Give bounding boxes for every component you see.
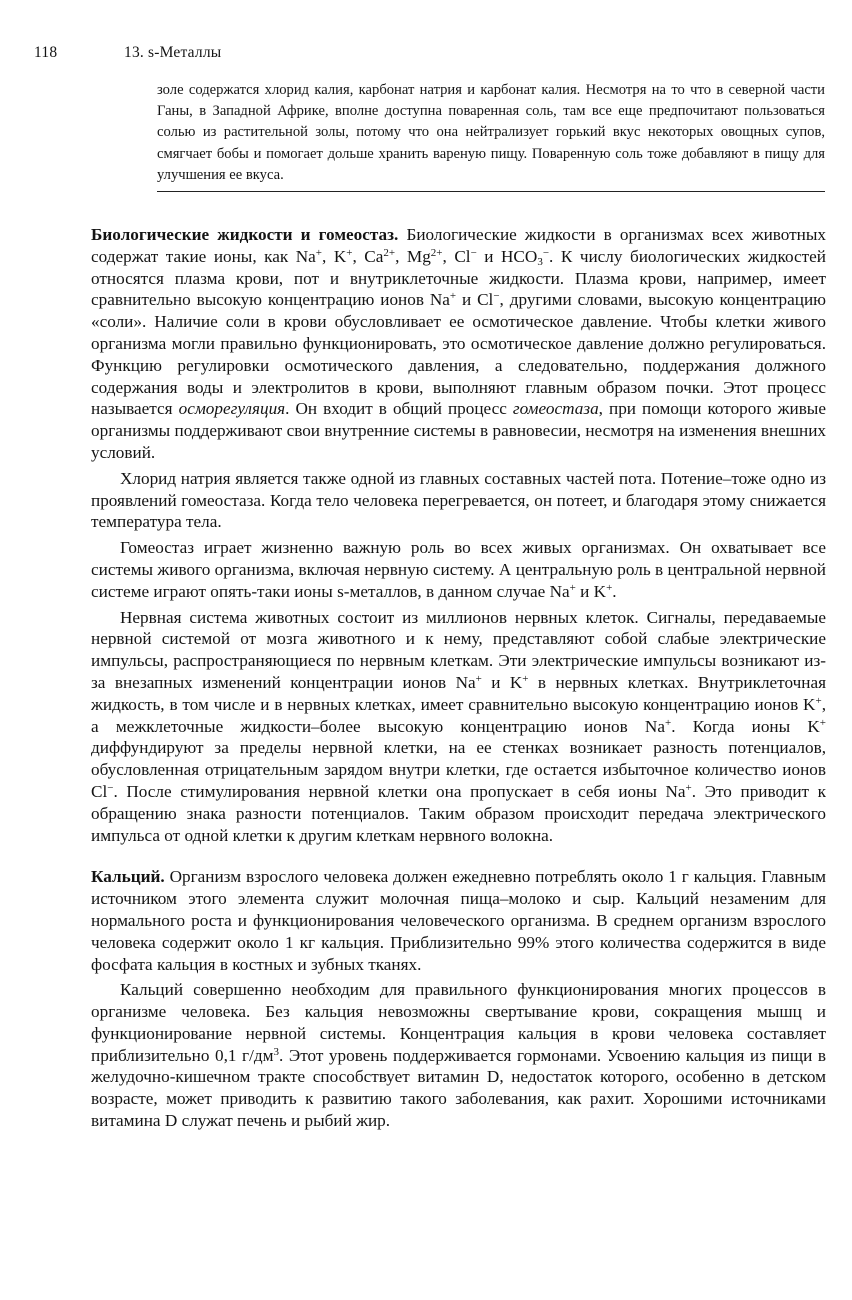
- text: и HCO: [476, 246, 538, 266]
- section-heading-biological-fluids: Биологические жидкости и гомеостаз.: [91, 225, 399, 244]
- ion-charge: +: [606, 581, 613, 594]
- section-heading-calcium: Кальций.: [91, 867, 165, 887]
- page-number: 118: [34, 44, 58, 61]
- text: . После стимулирования нервной клетки она пропускает в себя ионы Na: [113, 781, 686, 801]
- boxed-note: [157, 80, 825, 192]
- text: . Это приводит к обращению знака разности потенциалов. Таким образом происходит передача электрического импульса от одной клетки к другим клеткам нервного волокна.: [91, 781, 826, 845]
- paragraph-biological-fluids: [91, 224, 826, 464]
- ion-charge: +: [815, 694, 822, 707]
- text: , Mg: [395, 246, 431, 266]
- boxed-note-text: золе содержатся хлорид калия, карбонат натрия и карбонат калия. Несмотря на то что в северной части Ганы, в Западной Африке, вполне доступна поваренная соль, там все еще предпочитают пользоваться солью из растительной золы, потому что она нейтрализует горький вкус некоторых овощных супов, смягчает бобы и помогает дольше хранить вареную пищу. Поваренную соль тоже добавляют в пищу для улучшения ее вкуса.: [157, 82, 825, 183]
- ion-charge: −: [493, 290, 500, 303]
- ion-charge: +: [685, 781, 692, 794]
- text: , другими словами, высокую концентрацию «соли». Наличие соли в крови обусловливает ее осмотическое давление. Чтобы клетки живого организма могли правильно функционировать, это осмотическое давление должно регулироваться. Функцию регулировки осмотического давления, а следовательно, поддержания должного содержания воды и электролитов в крови, выполняют главным образом почки. Этот процесс называется: [91, 290, 826, 419]
- subscript: 3: [537, 255, 543, 268]
- text: Гомеостаз играет жизненно важную роль во всех живых организмах. Он охватывает все системы живого организма, включая нервную систему. А центральную роль в центральной нервной системе играют опять-таки ионы s-металлов, в данном случае Na: [91, 538, 826, 601]
- ion-charge: +: [346, 246, 353, 259]
- text: Нервная система животных состоит из миллионов нервных клеток. Сигналы, передаваемые нервной системой от мозга животного и к нему, представляют собой слабые электрические импульсы, распространяющиеся по нервным клеткам. Эти электрические импульсы возникают из-за внезапных изменений концентрации ионов Na: [91, 607, 826, 692]
- text: , K: [322, 246, 347, 266]
- text: Организм взрослого человека должен ежедневно потреблять около 1 г кальция. Главным источником этого элемента служит молочная пища–молоко и сыр. Кальций незаменим для нормального роста и функционирования человеческого организма. В среднем организм взрослого человека содержит около 1 кг кальция. Приблизительно 99% этого количества содержится в виде фосфата кальция в костных и зубных тканях.: [91, 867, 826, 974]
- ion-charge: +: [449, 290, 457, 303]
- text: . Он входит в общий процесс: [285, 399, 513, 419]
- text: диффундируют за пределы нервной клетки, на ее стенках возникает разность потенциалов, обусловленная отрицательным зарядом внутри клетки, где остается избыточное количество ионов Cl: [91, 738, 826, 801]
- ion-charge: +: [475, 672, 482, 685]
- term-homeostasis: гомеостаза: [512, 399, 599, 419]
- paragraph-sweat: Хлорид натрия является также одной из главных составных частей пота. Потение–тоже одно из проявлений гомеостаза. Когда тело человека перегревается, он потеет, и благодаря этому снижается температура тела.: [91, 468, 826, 532]
- paragraph-calcium-functions: [91, 979, 826, 1132]
- ion-charge: +: [664, 716, 672, 729]
- text: и Cl: [456, 290, 494, 310]
- paragraph-nervous-system: [91, 607, 826, 847]
- text: и K: [575, 581, 607, 601]
- text: в нервных клетках. Внутриклеточная жидкость, в том числе и в нервных клетках, имеет сравнительно высокую концентрацию ионов K: [91, 672, 826, 714]
- text: . Когда ионы K: [671, 716, 820, 736]
- ion-charge: 2+: [383, 246, 396, 259]
- text: Биологические жидкости в организмах всех животных содержат такие ионы, как Na: [91, 225, 827, 266]
- text: , при помощи которого живые организмы поддерживают свои внутренние системы в равновесии, несмотря на изменения внешних условий.: [91, 399, 826, 462]
- text: , Cl: [442, 246, 471, 266]
- text: Кальций совершенно необходим для правильного функционирования многих процессов в организме человека. Без кальция невозможны свертывание крови, сокращения мышц и функционирование нервной системы. Концентрация кальция в крови человека составляет приблизительно 0,1 г/дм: [91, 980, 826, 1065]
- text: , Ca: [352, 246, 384, 266]
- unit-exponent: 3: [273, 1045, 279, 1058]
- chapter-title: 13. s-Металлы: [124, 44, 222, 61]
- term-osmoregulation: осморегуляция: [178, 399, 286, 419]
- text: . Этот уровень поддерживается гормонами. Усвоению кальция из пищи в желудочно-кишечном тракте способствует витамин D, недостаток которого, особенно в детском возрасте, может приводить к развитию такого заболевания, как рахит. Хорошими источниками витамина D служат печень и рыбий жир.: [91, 1045, 826, 1131]
- ion-charge: +: [315, 246, 323, 259]
- ion-charge: +: [569, 581, 576, 594]
- paragraph-homeostasis: [91, 537, 826, 602]
- running-header: [34, 44, 221, 62]
- text: . К числу биологических жидкостей относятся плазма крови, пот и внутриклеточные жидкости. Плазма крови, например, имеет сравнительно высокую концентрацию ионов Na: [91, 246, 826, 310]
- ion-charge: +: [819, 716, 826, 729]
- text: , а межклеточные жидкости–более высокую концентрацию ионов Na: [91, 694, 826, 736]
- text: и K: [481, 672, 523, 692]
- text: .: [612, 581, 617, 601]
- ion-charge: −: [107, 781, 114, 794]
- ion-charge: −: [470, 246, 477, 259]
- paragraph-calcium: [91, 866, 826, 975]
- ion-charge: −: [542, 246, 550, 259]
- ion-charge: 2+: [430, 246, 443, 259]
- ion-charge: +: [522, 672, 529, 685]
- main-text: [91, 224, 826, 1132]
